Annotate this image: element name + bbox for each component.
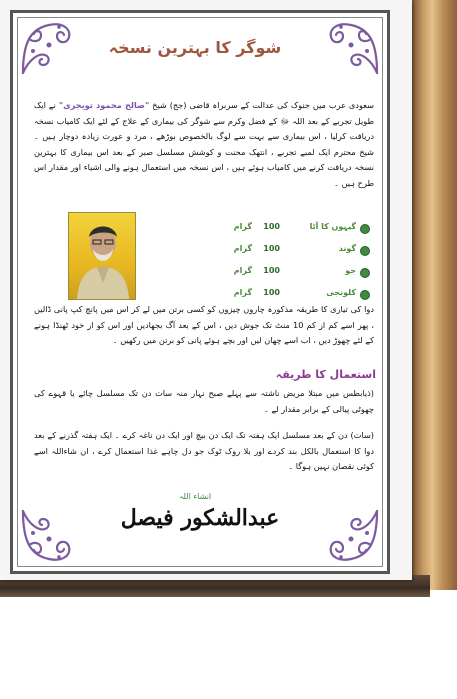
intro-paragraph (34, 98, 374, 191)
bullet-icon (360, 246, 370, 256)
intro-text-start: سعودی عرب میں جنوک کی عدالت کے سربراہ قاضی (جج) شیخ (149, 100, 374, 110)
usage-paragraph-1: (ذیابطس میں مبتلا مریض ناشتہ سے پہلے صبح نہار منہ سات دن تک مسلسل چائے یا قہوے کی چھوٹی پیالی کے برابر مقدار لے ۔ (34, 388, 374, 414)
ingredient-list (150, 220, 370, 308)
document-title: شوگر کا بہترین نسخہ (108, 38, 282, 57)
list-item (150, 242, 370, 264)
sheikh-name: "صالح محمود تویجری" (58, 100, 150, 110)
list-item (150, 264, 370, 286)
corner-ornament-icon (323, 507, 381, 565)
ingredient-name: گوند (338, 244, 356, 253)
ingredient-unit: گرام (233, 266, 252, 275)
closing-text: انشاء اللہ (178, 492, 212, 501)
author-portrait (68, 212, 136, 300)
bullet-icon (360, 268, 370, 278)
portrait-icon (69, 213, 135, 299)
corner-ornament-icon (323, 19, 381, 77)
ingredient-unit: گرام (233, 222, 252, 231)
list-item (150, 220, 370, 242)
ingredient-name: کلونجی (326, 288, 356, 297)
corner-ornament-icon (19, 19, 77, 77)
corner-ornament-icon (19, 507, 77, 565)
ingredient-quantity: 100 (263, 288, 280, 297)
ingredient-quantity: 100 (263, 222, 280, 231)
preparation-paragraph: دوا کی تیاری کا طریقہ مذکورہ چاروں چیزوں کو کسی برتن میں لے کر اس میں پانچ کپ پانی ڈالیں ، پھر اسے کم از کم 10 منٹ تک جوش دیں ، اس کے بعد آگ بجھادیں اور اس کو از خود ٹھنڈا ہونے کے لئے چھوڑ دیں ، اب اسے چھان لیں اور بچے ہوئے پانی کو برتن میں رکھیں ۔ (34, 304, 374, 345)
usage-heading: استعمال کا طریقہ (275, 368, 376, 381)
author-signature: عبدالشکور فیصل (120, 505, 280, 531)
ingredient-quantity: 100 (263, 244, 280, 253)
intro-text-rest: نے ایک طویل تجربے کے بعد اللہ ﷻ کے فضل وکرم سے شوگر کی بیماری کے علاج کے لئے ایک کامیاب نسخہ دریافت کرلیا ، اس بیماری سے بہت سے لوگ بالخصوص بوڑھے ، مرد و عورت زیادہ دوچار ہیں ۔ شیخ محترم ایک لمبے تجربے ، انتھک محنت و کوشش مسلسل صبر کے بعد اس بیماری کا بہترین نسخہ دریافت کرنے میں کامیاب ہوئے ہیں ، اس نسخہ میں استعمال ہونے والی اشیاء اور مقدار اس طرح ہیں ۔ (34, 100, 374, 188)
bullet-icon (360, 290, 370, 300)
bullet-icon (360, 224, 370, 234)
ingredient-quantity: 100 (263, 266, 280, 275)
ingredient-name: گیہوں کا آٹا (309, 222, 356, 231)
ingredient-unit: گرام (233, 288, 252, 297)
usage-paragraph-2: (سات) دن کے بعد مسلسل ایک ہفتہ تک ایک دن بیچ اور ایک دن ناغہ کرے ۔ ایک ہفتہ گذرنے کے بعد دوا کا استعمال بالکل بند کردے اور بلا روک ٹوک جو دل چاہے غذا استعمال کرے ، ان شاءاللہ اسے کوئی نقصان نہیں ہوگا ۔ (34, 430, 374, 471)
ingredient-unit: گرام (233, 244, 252, 253)
ingredient-name: جو (345, 266, 356, 275)
wooden-frame-edge (412, 0, 457, 590)
